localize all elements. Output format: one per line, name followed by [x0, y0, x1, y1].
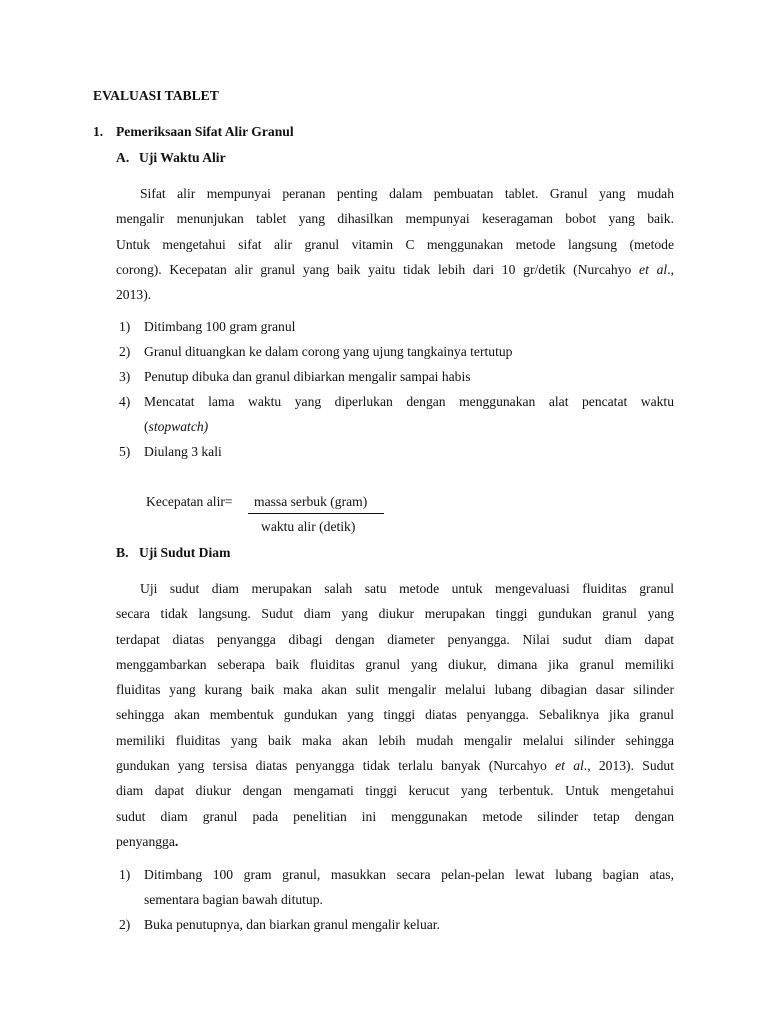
- paragraph-line: sehingga akan membentuk gundukan yang tinggi diatas penyangga. Sebaliknya jika granul: [116, 707, 674, 723]
- step-number: 4): [119, 394, 131, 409]
- paragraph-line-text: gundukan yang tersisa diatas penyangga tidak terlalu banyak (Nurcahyo: [116, 758, 556, 774]
- paragraph-line: Untuk mengetahui sifat alir granul vitamin C menggunakan metode langsung (metode: [116, 236, 674, 252]
- paragraph-waktu-alir: [116, 181, 674, 307]
- paragraph-line-text: corong). Kecepatan alir granul yang baik yaitu tidak lebih dari 10 gr/detik (Nurcahyo: [116, 261, 632, 277]
- paragraph-line: terdapat diatas penyangga dibagi dengan diameter penyangga. Nilai sudut diam dapat: [116, 631, 674, 647]
- paragraph-line: memiliki fluiditas yang baik maka akan lebih mudah mengalir melalui silinder sehingga: [116, 732, 674, 748]
- document-title: EVALUASI TABLET: [93, 88, 219, 103]
- subsection-a-title: Uji Waktu Alir: [139, 150, 226, 165]
- step-text: Penutup dibuka dan granul dibiarkan mengalir sampai habis: [144, 369, 471, 384]
- step-text-justified: [144, 394, 674, 410]
- citation-tail: .,: [667, 261, 674, 277]
- paragraph-line: mengalir menunjukan tablet yang dihasilkan mempunyai keseragaman bobot yang baik.: [116, 211, 674, 227]
- paragraph-line: [116, 257, 674, 282]
- section-1-title: Pemeriksaan Sifat Alir Granul: [116, 124, 294, 139]
- citation-italic: et al: [555, 758, 584, 774]
- paragraph-line: 2013).: [116, 287, 152, 303]
- step-cont-italic: stopwatch): [148, 419, 209, 434]
- paragraph-line: Sifat alir mempunyai peranan penting dalam pembuatan tablet. Granul yang mudah: [140, 186, 674, 201]
- paragraph-line-text: penyangga: [116, 833, 175, 849]
- formula-label: Kecepatan alir=: [146, 494, 233, 509]
- formula-denominator: waktu alir (detik): [261, 519, 356, 534]
- section-1-number: 1.: [93, 124, 104, 139]
- step-number: 3): [119, 369, 131, 384]
- paragraph-line: [116, 753, 674, 778]
- subsection-a-letter: A.: [116, 150, 130, 165]
- step-number: 2): [119, 344, 131, 359]
- paragraph-line: menggambarkan seberapa baik fluiditas granul yang diukur, dimana jika granul memiliki: [116, 656, 674, 672]
- step-text: Mencatat lama waktu yang diperlukan dengan menggunakan alat pencatat waktu: [144, 394, 674, 409]
- subsection-b-title: Uji Sudut Diam: [139, 545, 231, 560]
- step-number: 2): [119, 917, 131, 932]
- step-number: 1): [119, 319, 131, 334]
- paragraph-line: Uji sudut diam merupakan salah satu metode untuk mengevaluasi fluiditas granul: [140, 581, 674, 596]
- step-continuation: sementara bagian bawah ditutup.: [144, 892, 323, 907]
- step-text: Granul dituangkan ke dalam corong yang ujung tangkainya tertutup: [144, 344, 513, 359]
- step-number: 1): [119, 867, 131, 882]
- step-text-justified: [144, 867, 674, 883]
- formula-numerator: massa serbuk (gram): [254, 494, 368, 509]
- paragraph-line: diam dapat diukur dengan mengamati tinggi kerucut yang terbentuk. Untuk mengetahui: [116, 783, 674, 799]
- paragraph-line: fluiditas yang kurang baik maka akan sulit mengalir melalui lubang dibagian dasar silinder: [116, 682, 674, 698]
- paragraph-line-text: ., 2013). Sudut: [583, 758, 674, 774]
- step-continuation: [144, 419, 674, 435]
- step-text: Diulang 3 kali: [144, 444, 222, 459]
- step-text: Ditimbang 100 gram granul: [144, 319, 296, 334]
- paragraph-line: sudut diam granul pada penelitian ini menggunakan metode silinder tetap dengan: [116, 808, 674, 824]
- step-text: Ditimbang 100 gram granul, masukkan secara pelan-pelan lewat lubang bagian atas,: [144, 867, 674, 882]
- paragraph-line: [116, 829, 674, 854]
- citation-italic: et al: [639, 261, 668, 277]
- paragraph-sudut-diam: [116, 576, 674, 854]
- paragraph-line: secara tidak langsung. Sudut diam yang diukur merupakan tinggi gundukan granul yang: [116, 606, 674, 622]
- fraction-bar: [248, 513, 384, 514]
- step-text: Buka penutupnya, dan biarkan granul mengalir keluar.: [144, 917, 440, 932]
- step-cont-open: (: [144, 419, 149, 434]
- step-number: 5): [119, 444, 131, 459]
- subsection-b-letter: B.: [116, 545, 129, 560]
- paragraph-end-bold: .: [174, 833, 179, 849]
